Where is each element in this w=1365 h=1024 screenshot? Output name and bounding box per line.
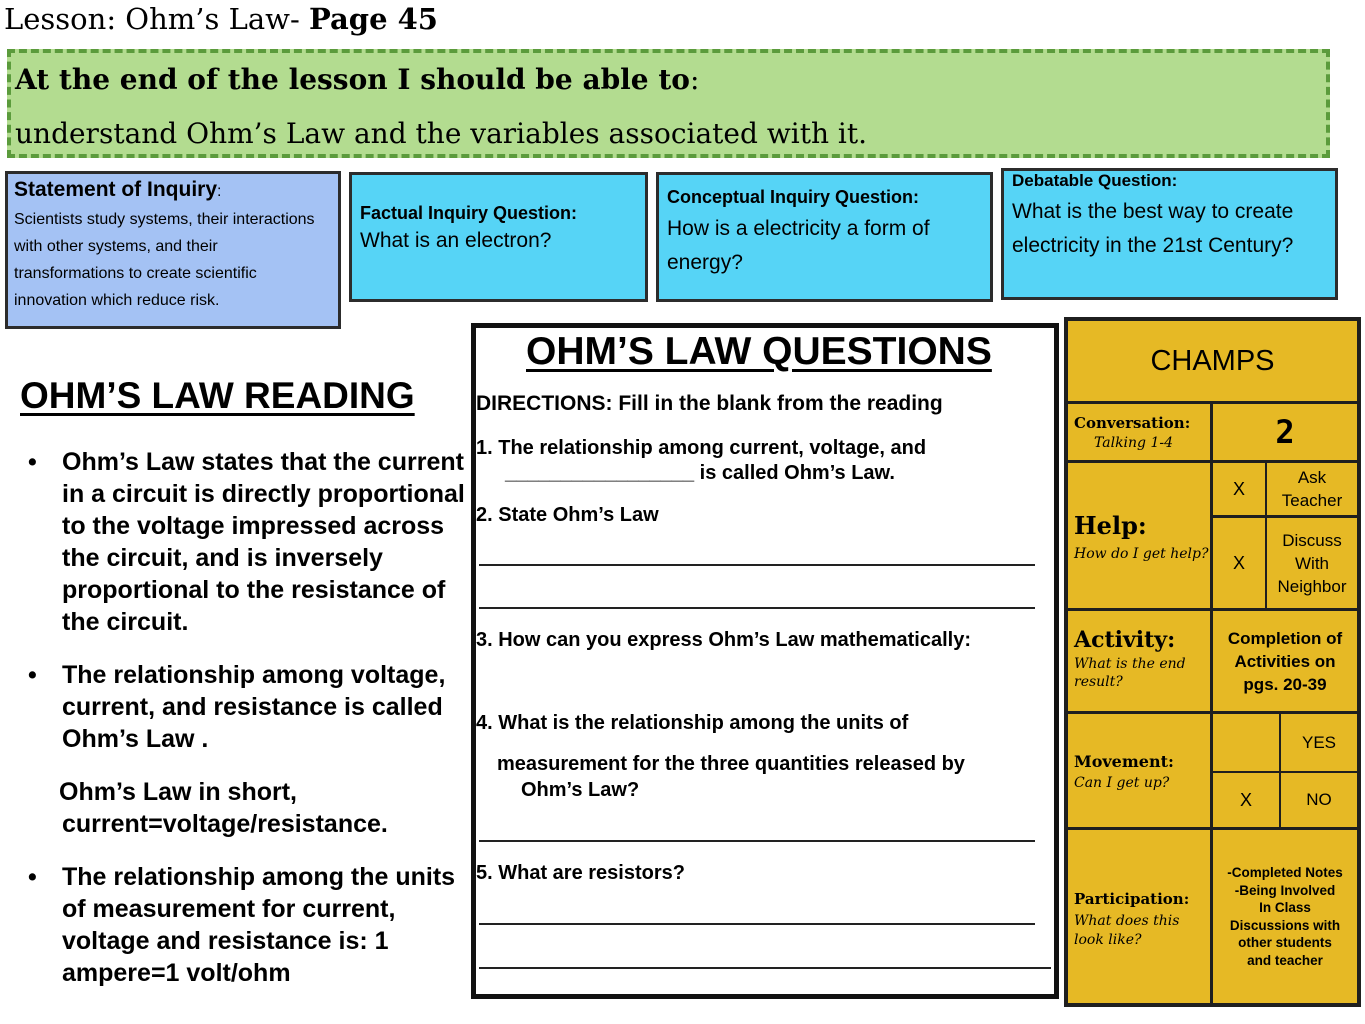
help-option-mark: X xyxy=(1213,463,1265,515)
debatable-question-heading: Debatable Question: xyxy=(1012,171,1178,190)
movement-option-mark: X xyxy=(1213,773,1279,827)
questions-box xyxy=(471,323,1059,999)
question-4-line-1: 4. What is the relationship among the units of xyxy=(476,712,909,734)
conceptual-question-text: How is a electricity a form of energy? xyxy=(667,217,930,274)
objective-heading-colon: : xyxy=(689,63,700,96)
help-option-label: Ask Teacher xyxy=(1267,463,1357,515)
conceptual-question-box xyxy=(656,172,993,302)
question-3: 3. How can you express Ohm’s Law mathematically: xyxy=(476,629,971,651)
reading-item-text: Ohm’s Law states that the current in a circuit is directly proportional to the voltage impressed across the circuit, and is inversely proportional to the resistance of the circuit. xyxy=(62,448,465,636)
soi-heading-text: Statement of Inquiry xyxy=(14,178,218,201)
question-5: 5. What are resistors? xyxy=(476,862,685,884)
participation-subtitle: What does this look like? xyxy=(1074,913,1180,948)
help-subtitle: How do I get help? xyxy=(1074,546,1209,562)
answer-line[interactable] xyxy=(479,840,1035,842)
participation-value: -Completed Notes -Being Involved In Class Discussions with other students and teacher xyxy=(1213,830,1357,1003)
participation-title: Participation: xyxy=(1074,890,1190,908)
reading-item-text: The relationship among voltage, current, and resistance is called Ohm’s Law . xyxy=(62,661,446,753)
lesson-title xyxy=(4,2,438,36)
questions-title: OHM’S LAW QUESTIONS xyxy=(526,330,992,373)
factual-question-heading: Factual Inquiry Question: xyxy=(360,203,578,223)
reading-item xyxy=(10,861,465,989)
learning-objective-box xyxy=(7,49,1330,158)
movement-label-cell xyxy=(1068,714,1210,827)
question-2: 2. State Ohm’s Law xyxy=(476,504,659,526)
question-4-line-2: measurement for the three quantities released by xyxy=(497,753,965,775)
answer-line[interactable] xyxy=(479,967,1051,969)
movement-option-label: NO xyxy=(1281,773,1357,827)
reading-item-text: Ohm’s Law in short, current=voltage/resistance. xyxy=(59,778,388,838)
question-4-line-3: Ohm’s Law? xyxy=(521,779,640,801)
reading-item xyxy=(10,659,465,755)
bullet: • xyxy=(28,448,37,476)
answer-line[interactable] xyxy=(479,607,1035,609)
conversation-subtitle: Talking 1-4 xyxy=(1094,435,1174,451)
debatable-question-text: What is the best way to create electricity in the 21st Century? xyxy=(1012,200,1294,257)
objective-text: understand Ohm’s Law and the variables associated with it. xyxy=(15,117,868,150)
reading-item xyxy=(10,446,465,638)
conversation-label-cell xyxy=(1068,404,1210,460)
champs-title: CHAMPS xyxy=(1068,321,1357,401)
help-title: Help: xyxy=(1074,511,1147,540)
activity-label-cell xyxy=(1068,611,1210,711)
debatable-question-box xyxy=(1001,168,1338,300)
objective-heading xyxy=(15,63,699,96)
reading-item xyxy=(10,776,465,840)
movement-option-label: YES xyxy=(1281,714,1357,771)
movement-subtitle: Can I get up? xyxy=(1074,775,1170,791)
activity-subtitle: What is the end result? xyxy=(1074,656,1186,690)
conversation-level: 2 xyxy=(1213,404,1357,460)
lesson-prefix: Lesson: Ohm’s Law- xyxy=(4,2,309,36)
conversation-title: Conversation: xyxy=(1074,414,1191,432)
factual-question-box xyxy=(349,172,648,302)
help-label-cell xyxy=(1068,463,1210,608)
activity-title: Activity: xyxy=(1074,627,1176,653)
soi-heading-colon: : xyxy=(217,183,222,200)
movement-option-mark xyxy=(1213,714,1279,771)
activity-value: Completion of Activities on pgs. 20-39 xyxy=(1213,611,1357,711)
reading-list xyxy=(10,446,465,1010)
question-1-line-2: _________________ is called Ohm’s Law. xyxy=(505,462,895,484)
answer-line[interactable] xyxy=(479,564,1035,566)
bullet: • xyxy=(28,661,37,689)
objective-heading-text: At the end of the lesson I should be able to xyxy=(15,63,690,96)
page-number: Page 45 xyxy=(308,2,438,36)
statement-of-inquiry-box xyxy=(5,171,341,329)
statement-of-inquiry-heading xyxy=(14,178,332,202)
reading-title: OHM’S LAW READING xyxy=(20,375,415,416)
help-option-label: Discuss With Neighbor xyxy=(1267,518,1357,608)
bullet: • xyxy=(28,863,37,891)
champs-table xyxy=(1064,317,1361,1007)
reading-item-text: The relationship among the units of measurement for current, voltage and resistance is: 1 ampere=1 volt/ohm xyxy=(62,863,456,987)
question-1-line-1: 1. The relationship among current, voltage, and xyxy=(476,437,927,459)
factual-question-text: What is an electron? xyxy=(360,229,552,252)
conceptual-question-heading: Conceptual Inquiry Question: xyxy=(667,187,920,207)
statement-of-inquiry-text: Scientists study systems, their interactions with other systems, and their transformations to create scientific innovation which reduce risk. xyxy=(14,211,315,309)
help-option-mark: X xyxy=(1213,518,1265,608)
answer-line[interactable] xyxy=(479,923,1035,925)
questions-directions: DIRECTIONS: Fill in the blank from the reading xyxy=(476,392,943,415)
participation-label-cell xyxy=(1068,830,1210,1003)
movement-title: Movement: xyxy=(1074,752,1174,771)
